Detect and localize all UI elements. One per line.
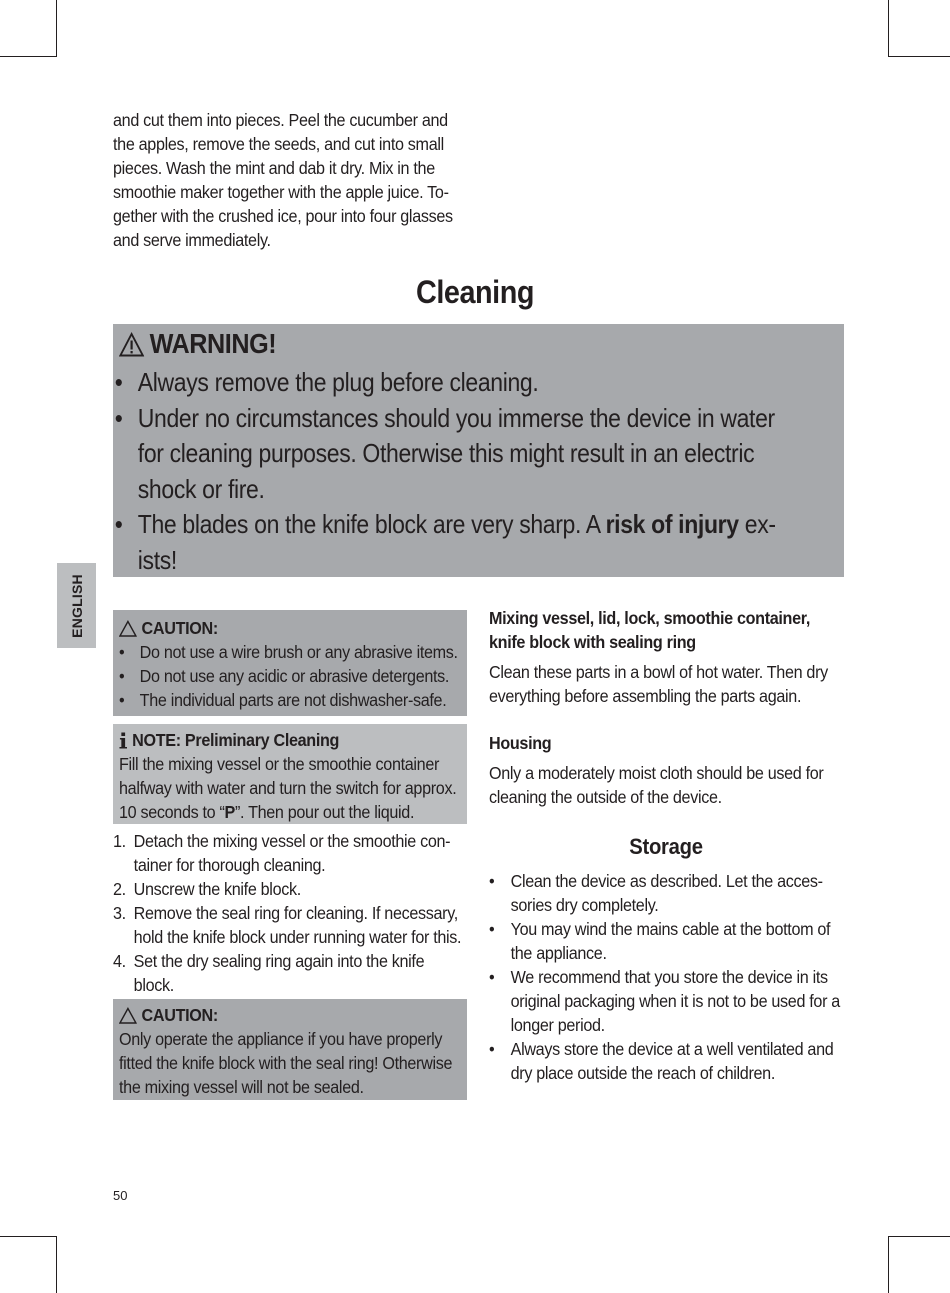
step-line: Remove the seal ring for cleaning. If necessary, bbox=[133, 903, 458, 923]
warning-item bbox=[113, 365, 837, 401]
warning-triangle-icon bbox=[119, 332, 144, 357]
intro-line: and serve immediately. bbox=[113, 230, 271, 250]
storage-line: Clean the device as described. Let the acces- bbox=[510, 871, 823, 891]
housing-line: cleaning the outside of the device. bbox=[489, 787, 722, 807]
storage-line: longer period. bbox=[510, 1015, 605, 1035]
note-line: halfway with water and turn the switch for approx. bbox=[119, 778, 457, 798]
language-tab-label: ENGLISH bbox=[68, 573, 85, 638]
warning-item bbox=[113, 401, 837, 508]
mixing-section bbox=[489, 606, 842, 708]
step-line: Set the dry sealing ring again into the knife bbox=[133, 951, 425, 971]
caution-item bbox=[119, 664, 462, 688]
note-text-pre: 10 seconds to “ bbox=[119, 802, 225, 822]
caution-heading bbox=[119, 616, 462, 640]
crop-mark-bottom-right-v bbox=[888, 1236, 889, 1293]
warning-item-line: Under no circumstances should you immerse the device in water bbox=[137, 402, 775, 433]
step-item bbox=[113, 877, 466, 901]
housing-line: Only a moderately moist cloth should be used for bbox=[489, 763, 824, 783]
crop-mark-top-right-v bbox=[888, 0, 889, 57]
housing-heading: Housing bbox=[489, 733, 552, 753]
crop-mark-bottom-right-h bbox=[888, 1236, 950, 1237]
mixing-text bbox=[489, 660, 842, 708]
caution-content bbox=[119, 616, 462, 712]
caution-item bbox=[119, 640, 462, 664]
note-text-bold: P bbox=[224, 802, 236, 822]
crop-mark-top-left-v bbox=[56, 0, 57, 57]
storage-line: original packaging when it is not to be used for a bbox=[510, 991, 840, 1011]
mixing-line: Clean these parts in a bowl of hot water. Then dry bbox=[489, 662, 828, 682]
caution-content bbox=[119, 1003, 462, 1099]
housing-text bbox=[489, 761, 842, 809]
warning-title-text: WARNING! bbox=[149, 328, 277, 359]
cleaning-steps bbox=[113, 829, 466, 997]
mixing-heading-line: knife block with sealing ring bbox=[489, 632, 696, 652]
note-line: Fill the mixing vessel or the smoothie container bbox=[119, 754, 440, 774]
mixing-heading bbox=[489, 606, 842, 654]
step-item bbox=[113, 829, 466, 877]
caution-item-text: The individual parts are not dishwasher-safe. bbox=[139, 690, 447, 710]
caution-triangle-icon bbox=[119, 1007, 137, 1024]
caution-line: Only operate the appliance if you have properly bbox=[119, 1029, 443, 1049]
storage-item bbox=[489, 869, 842, 917]
language-tab bbox=[57, 563, 96, 648]
storage-item bbox=[489, 965, 842, 1037]
caution-line: the mixing vessel will not be sealed. bbox=[119, 1077, 364, 1097]
caution-title: CAUTION: bbox=[141, 618, 218, 638]
storage-line: the appliance. bbox=[510, 943, 607, 963]
step-line: block. bbox=[133, 975, 174, 995]
intro-line: the apples, remove the seeds, and cut into small bbox=[113, 134, 444, 154]
step-line: hold the knife block under running water for this. bbox=[133, 927, 462, 947]
note-heading bbox=[119, 728, 462, 752]
crop-mark-top-left-h bbox=[0, 56, 57, 57]
warning-heading bbox=[119, 328, 276, 360]
caution-item-text: Do not use a wire brush or any abrasive items. bbox=[139, 642, 458, 662]
step-number: 3. bbox=[113, 903, 126, 923]
caution-line: fitted the knife block with the seal ring! Otherwise bbox=[119, 1053, 453, 1073]
warning-box bbox=[113, 324, 844, 577]
step-number: 1. bbox=[113, 831, 126, 851]
caution-item bbox=[119, 688, 462, 712]
crop-mark-bottom-left-h bbox=[0, 1236, 57, 1237]
storage-list bbox=[489, 869, 842, 1085]
bullet: • bbox=[114, 402, 123, 433]
note-text-post: ”. Then pour out the liquid. bbox=[235, 802, 415, 822]
crop-mark-bottom-left-v bbox=[56, 1236, 57, 1293]
info-icon bbox=[119, 732, 127, 749]
storage-line: Always store the device at a well ventilated and bbox=[510, 1039, 834, 1059]
intro-line: gether with the crushed ice, pour into four glasses bbox=[113, 206, 453, 226]
warning-text-bold: risk of injury bbox=[605, 509, 739, 539]
step-line: Detach the mixing vessel or the smoothie con- bbox=[133, 831, 451, 851]
warning-item-text: Always remove the plug before cleaning. bbox=[137, 367, 539, 397]
warning-item-line: for cleaning purposes. Otherwise this might result in an electric bbox=[137, 438, 755, 468]
warning-item-line: shock or fire. bbox=[137, 473, 265, 504]
storage-line: We recommend that you store the device in its bbox=[510, 967, 828, 987]
warning-text-pre: The blades on the knife block are very sharp. A bbox=[137, 509, 606, 539]
storage-line: You may wind the mains cable at the bottom of bbox=[510, 919, 831, 939]
crop-mark-top-right-h bbox=[888, 56, 950, 57]
housing-section bbox=[489, 731, 842, 809]
warning-item-line bbox=[138, 507, 837, 543]
storage-item bbox=[489, 1037, 842, 1085]
step-item bbox=[113, 949, 466, 997]
bullet: • bbox=[119, 666, 125, 686]
bullet: • bbox=[114, 509, 123, 539]
step-number: 4. bbox=[113, 951, 126, 971]
step-number: 2. bbox=[113, 879, 126, 899]
mixing-heading-line: Mixing vessel, lid, lock, smoothie container, bbox=[489, 608, 810, 628]
warning-text-post: ex- bbox=[738, 509, 776, 539]
bullet: • bbox=[489, 967, 495, 987]
bullet: • bbox=[489, 1039, 495, 1059]
intro-line: smoothie maker together with the apple juice. To- bbox=[113, 182, 449, 202]
storage-item bbox=[489, 917, 842, 965]
mixing-line: everything before assembling the parts again. bbox=[489, 686, 802, 706]
step-line: tainer for thorough cleaning. bbox=[133, 855, 326, 875]
warning-list bbox=[113, 365, 844, 578]
storage-line: dry place outside the reach of children. bbox=[510, 1063, 775, 1083]
step-item bbox=[113, 901, 466, 949]
warning-item bbox=[113, 507, 837, 578]
section-title-storage: Storage bbox=[629, 834, 703, 859]
step-line: Unscrew the knife block. bbox=[133, 879, 301, 899]
warning-item-line: ists! bbox=[137, 544, 177, 575]
caution-title: CAUTION: bbox=[141, 1005, 218, 1025]
bullet: • bbox=[119, 690, 125, 710]
page-number: 50 bbox=[113, 1188, 128, 1203]
note-line bbox=[119, 800, 462, 824]
bullet: • bbox=[489, 871, 495, 891]
storage-line: sories dry completely. bbox=[510, 895, 659, 915]
note-content bbox=[119, 728, 462, 824]
bullet: • bbox=[489, 919, 495, 939]
caution-triangle-icon bbox=[119, 620, 137, 637]
intro-paragraph bbox=[113, 108, 458, 252]
caution-heading bbox=[119, 1003, 462, 1027]
intro-line: pieces. Wash the mint and dab it dry. Mix in the bbox=[113, 158, 435, 178]
section-title-cleaning: Cleaning bbox=[415, 274, 535, 310]
intro-line: and cut them into pieces. Peel the cucumber and bbox=[113, 110, 448, 130]
bullet: • bbox=[119, 642, 125, 662]
bullet: • bbox=[114, 367, 123, 397]
note-title: NOTE: Preliminary Cleaning bbox=[132, 730, 340, 750]
caution-item-text: Do not use any acidic or abrasive detergents. bbox=[139, 666, 450, 686]
